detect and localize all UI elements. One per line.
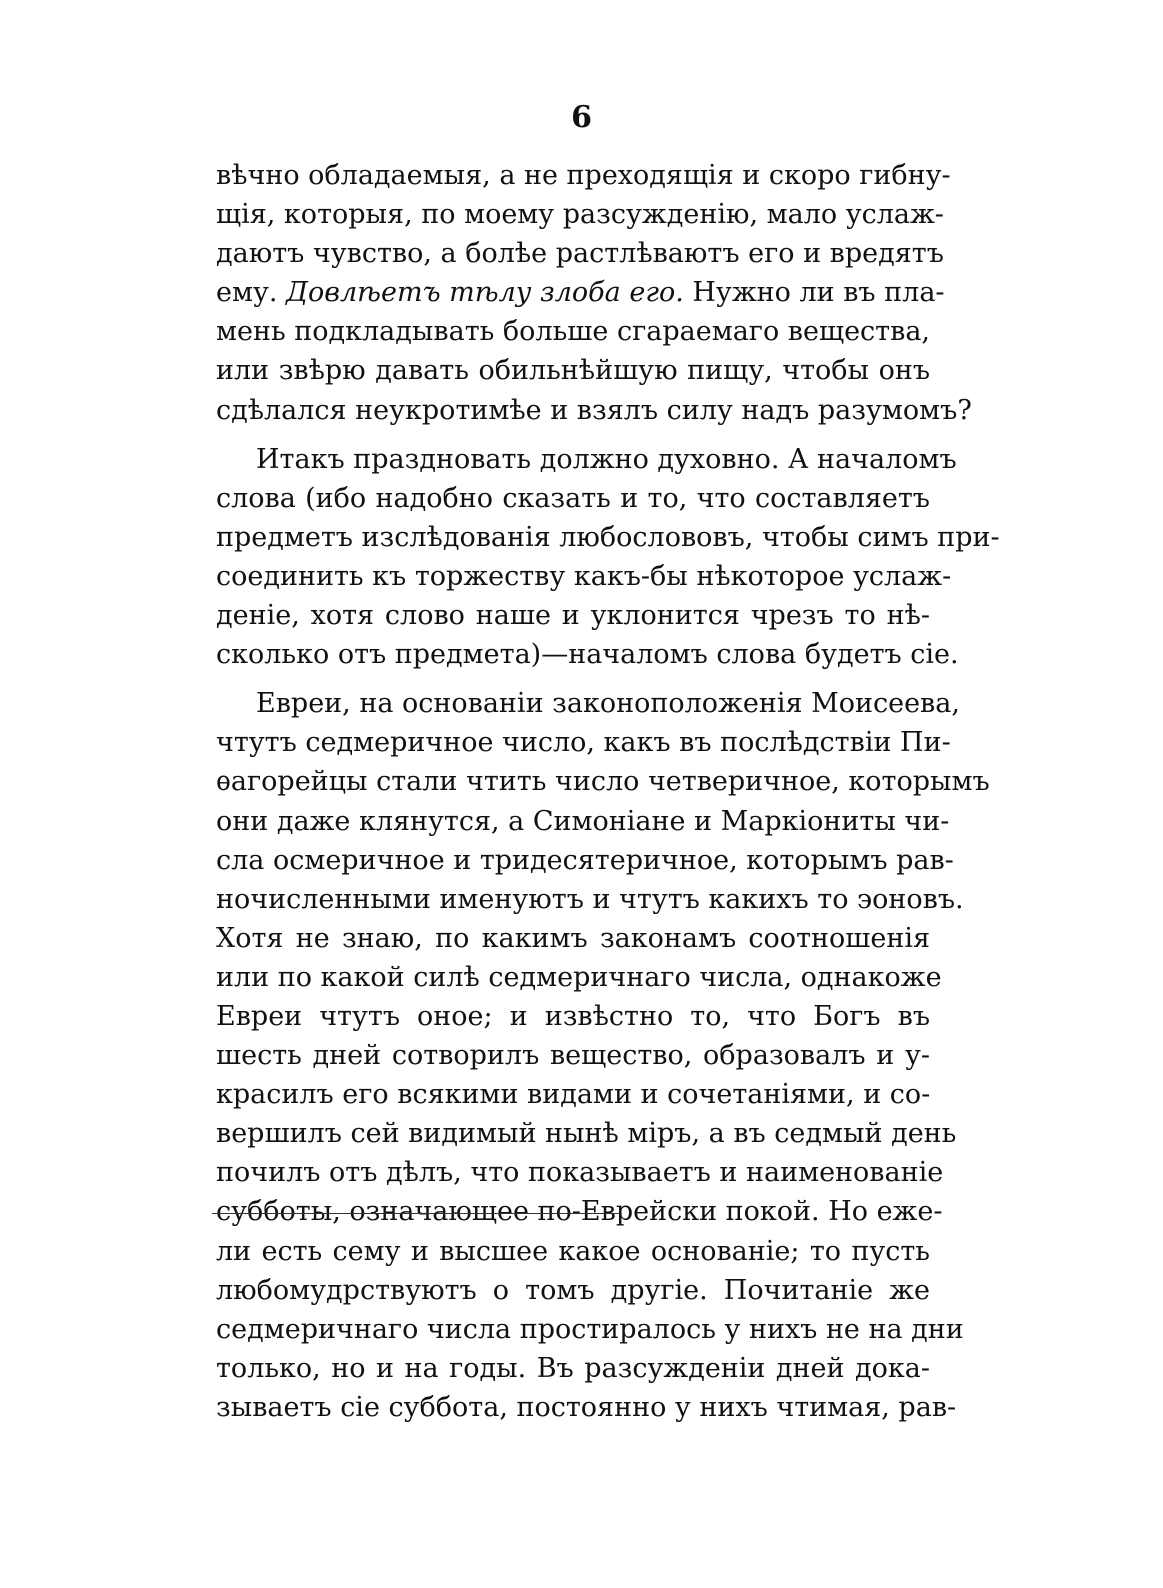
text-line: щія, которыя, по моему разсужденію, мало услаж-: [216, 199, 944, 231]
text-line: слова (ибо надобно сказать и то, что составляетъ: [216, 482, 930, 514]
text-line: Евреи чтутъ оное; и извѣстно то, что Богъ въ: [216, 1000, 930, 1032]
text-line: вѣчно обладаемыя, а не преходящія и скоро гибну-: [216, 160, 951, 191]
text-line: ѳагорейцы стали чтить число четверичное, которымъ: [216, 766, 990, 798]
italic-quote: Довлѣетъ тѣлу злоба его.: [286, 277, 684, 309]
text-line: почилъ отъ дѣлъ, что показываетъ и наименованіе: [216, 1157, 944, 1189]
paragraph-gap: [216, 674, 930, 684]
text-line: соединить къ торжеству какъ-бы нѣкоторое услаж-: [216, 560, 952, 592]
text-segment: Нужно ли въ пла-: [692, 277, 945, 309]
text-line: Итакъ праздновать должно духовно. А началомъ: [256, 443, 957, 475]
text-line: сдѣлался неукротимѣе и взялъ силу надъ разумомъ?: [216, 394, 972, 426]
text-line: субботы, означающее по-Еврейски покой. Но еже-: [216, 1196, 943, 1228]
text-line: Евреи, на основаніи законоположенія Моисеева,: [256, 688, 960, 720]
text-line: чтутъ седмеричное число, какъ въ послѣдствіи Пи-: [216, 727, 951, 759]
text-line: седмеричнаго числа простиралось у нихъ не на дни: [216, 1313, 964, 1345]
text-line: Хотя не знаю, по какимъ законамъ соотношенія: [216, 922, 930, 954]
text-line: деніе, хотя слово наше и уклонится чрезъ то нѣ-: [216, 600, 930, 632]
pencil-underline: [212, 1213, 622, 1214]
text-line: даютъ чувство, а болѣе растлѣваютъ его и вредятъ: [216, 238, 944, 270]
text-line: шесть дней сотворилъ вещество, образовалъ и у-: [216, 1040, 930, 1072]
text-line: только, но и на годы. Въ разсужденіи дней дока-: [216, 1352, 930, 1384]
text-line: красилъ его всякими видами и сочетаніями, и со-: [216, 1079, 931, 1111]
text-line: любомудрствуютъ о томъ другіе. Почитаніе же: [216, 1274, 930, 1306]
text-line: или звѣрю давать обильнѣйшую пищу, чтобы онъ: [216, 355, 930, 387]
text-line-with-quote: [216, 273, 945, 312]
text-line: они даже клянутся, а Симоніане и Маркіониты чи-: [216, 805, 950, 837]
paragraph-gap: [216, 430, 930, 440]
text-line: или по какой силѣ седмеричнаго числа, однакоже: [216, 961, 942, 993]
text-line: сколько отъ предмета)—началомъ слова будетъ сіе.: [216, 639, 959, 671]
text-line: ночисленными именуютъ и чтутъ какихъ то эоновъ.: [216, 883, 964, 915]
page-number: 6: [571, 100, 592, 135]
text-segment: ему.: [216, 277, 278, 309]
text-line: зываетъ сіе суббота, постоянно у нихъ чтимая, рав-: [216, 1391, 957, 1423]
text-line: вершилъ сей видимый нынѣ міръ, а въ седмый день: [216, 1118, 957, 1150]
text-line: ли есть сему и высшее какое основаніе; то пусть: [216, 1235, 930, 1267]
text-line: сла осмеричное и тридесятеричное, которымъ рав-: [216, 844, 954, 876]
text-line: мень подкладывать больше сгараемаго вещества,: [216, 316, 930, 348]
text-line: предметъ изслѣдованія любослововъ, чтобы симъ при-: [216, 521, 1000, 553]
body-text: [216, 156, 1000, 1427]
